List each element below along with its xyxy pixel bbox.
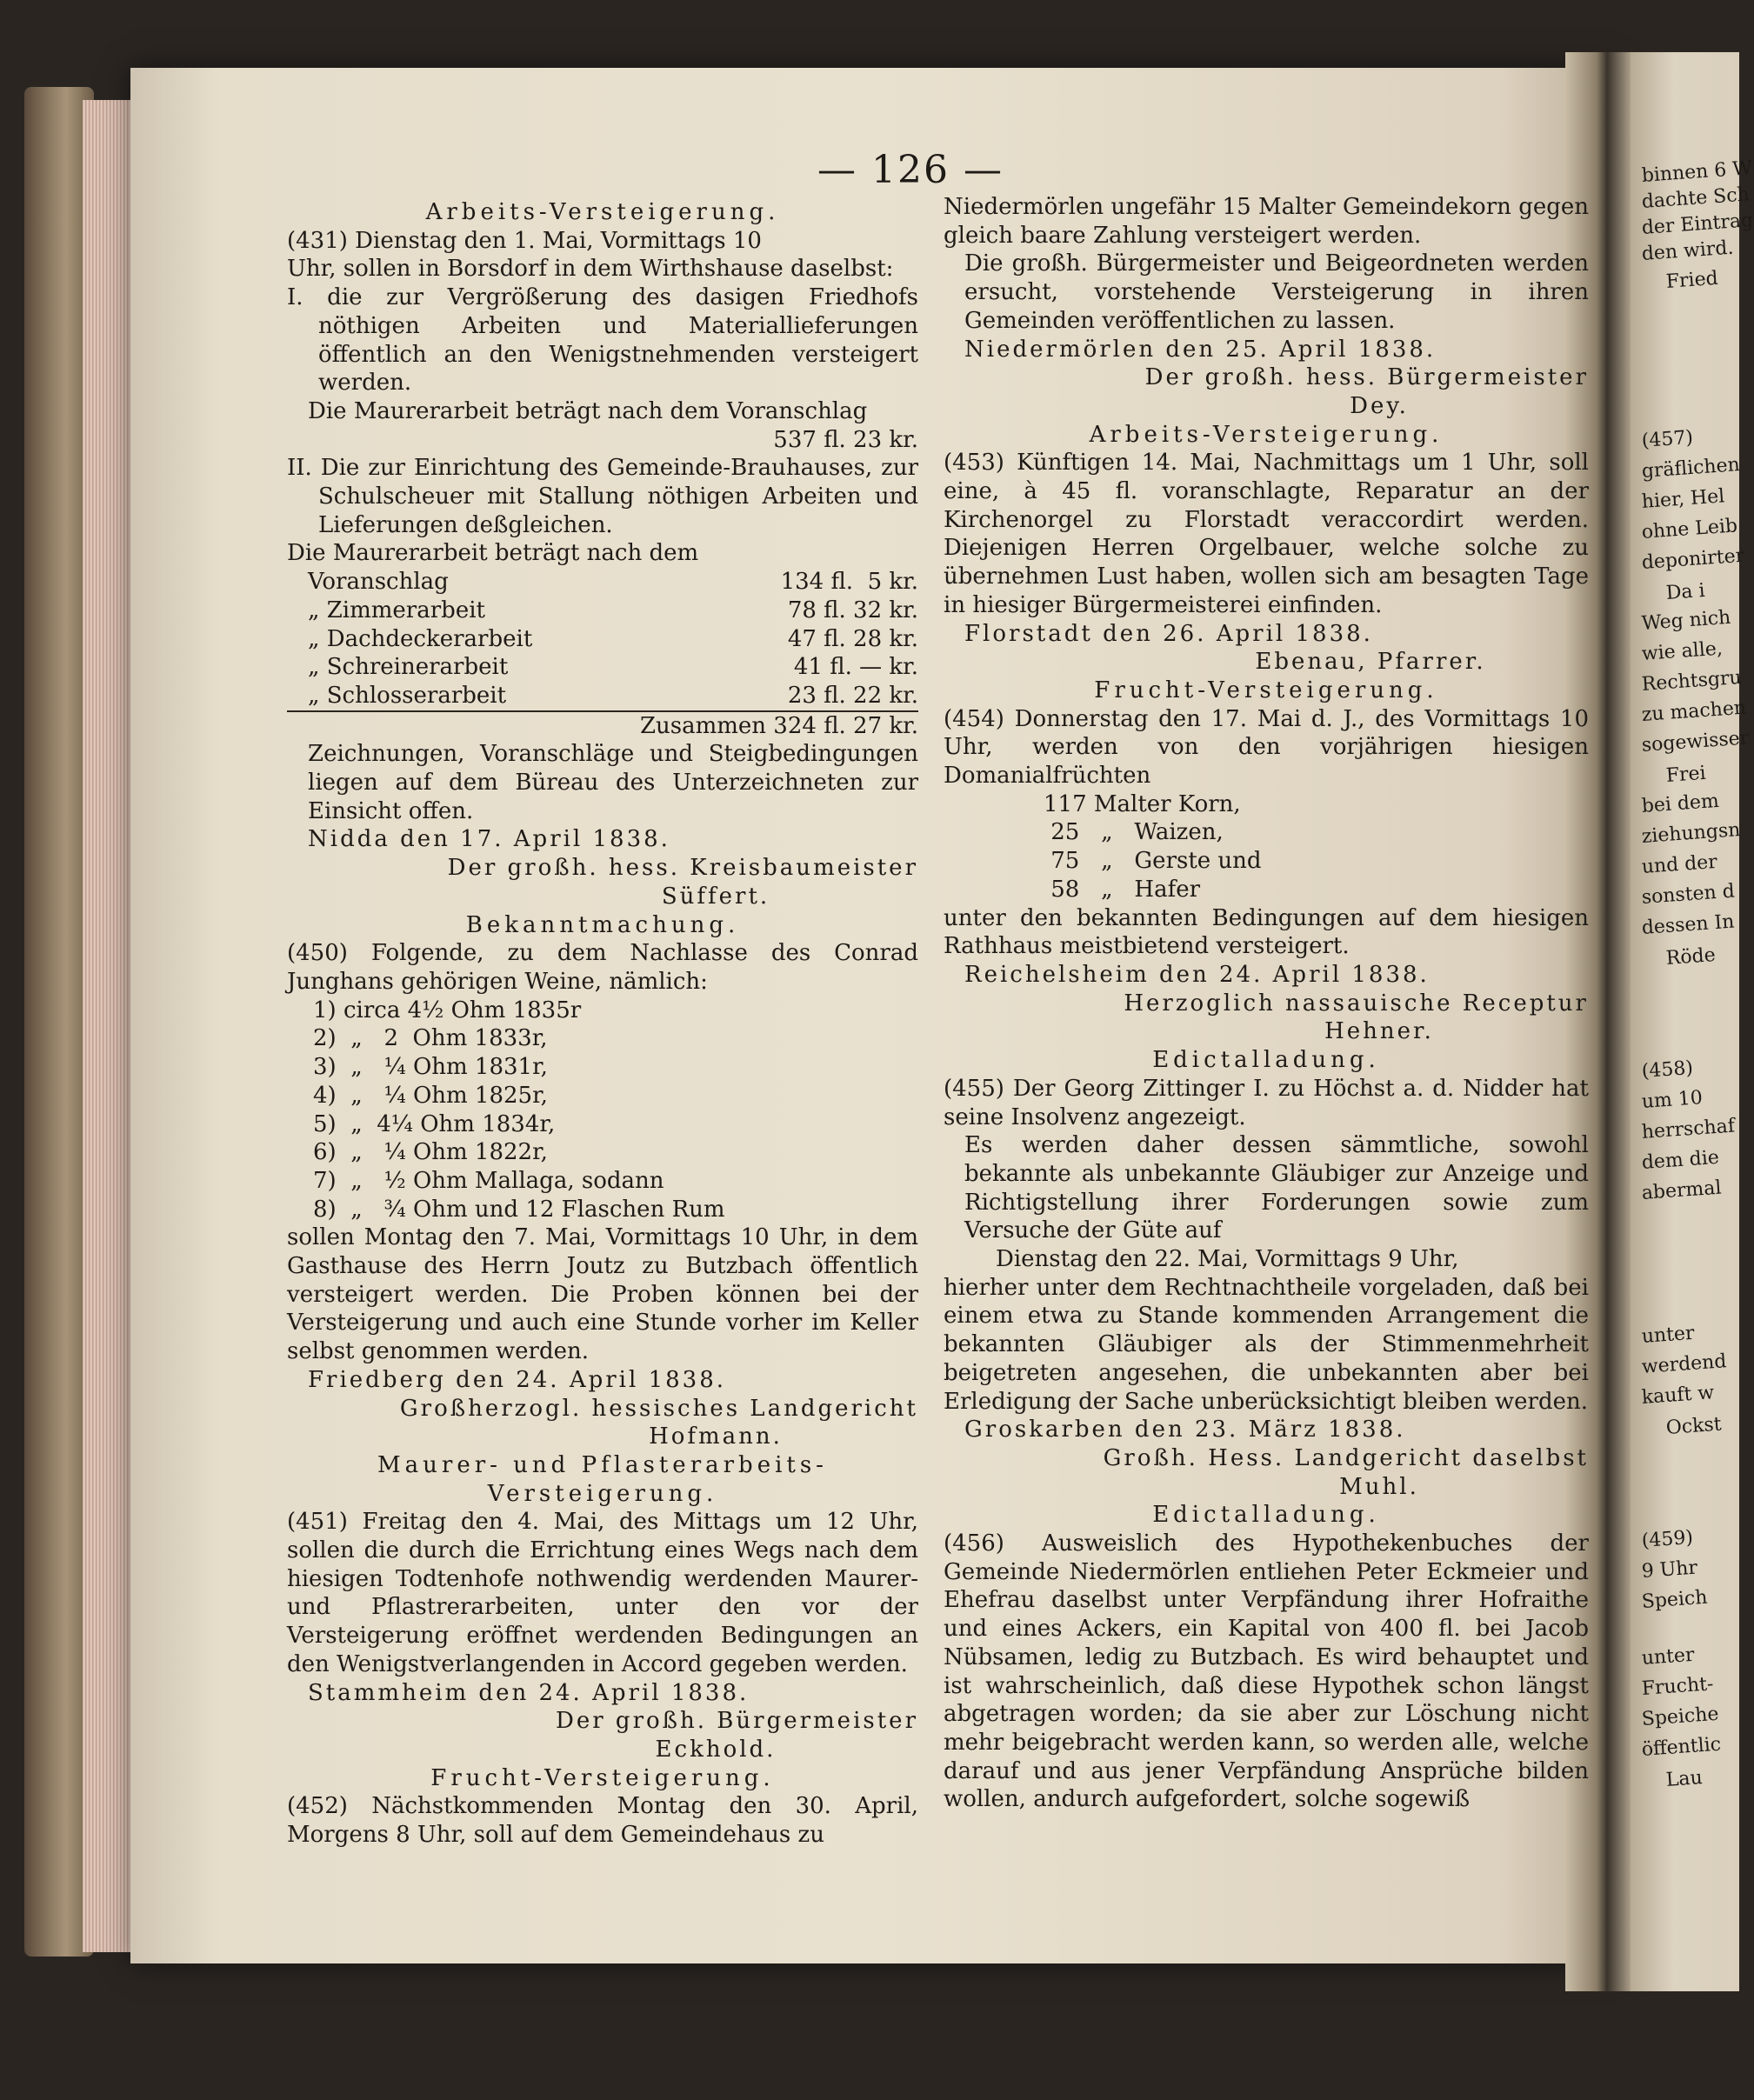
notice-452-request: Die großh. Bürgermeister und Beigeordneten werden ersucht, vorstehende Versteigerung in ihren Gemeinden veröffentlichen zu lassen.: [964, 250, 1589, 334]
next-page-line: und der: [1641, 850, 1718, 878]
cost-value: 78 fl. 32 kr.: [787, 597, 918, 623]
notice-454-body: unter den bekannten Bedingungen auf dem hiesigen Rathhaus meistbietend versteigert.: [944, 904, 1589, 960]
next-page-line: werdend: [1641, 1350, 1728, 1378]
notice-454-place-date: Reichelsheim den 24. April 1838.: [964, 961, 1430, 988]
notice-455-body: Es werden daher dessen sämmtliche, sowohl bekannte als unbekannte Gläubiger zur Anzeige und Richtigstellung ihrer Forderungen sowie zum Versuche der Güte auf: [964, 1132, 1589, 1244]
next-page-line: Da i: [1665, 579, 1706, 604]
next-page-line: dessen In: [1641, 910, 1736, 939]
notice-431-masonry: Die Maurerarbeit beträgt nach dem Voranschlag: [308, 397, 868, 424]
next-page-line: Frucht-: [1641, 1673, 1715, 1700]
next-page-line: ohne Leib: [1641, 515, 1738, 543]
next-page-line: den wird.: [1641, 237, 1735, 265]
right-column: [944, 193, 1589, 1814]
notice-431-place-date: Nidda den 17. April 1838.: [308, 826, 670, 853]
notice-455-signature-name: Muhl.: [1339, 1473, 1419, 1500]
notice-453-signature: Ebenau, Pfarrer.: [1255, 649, 1486, 676]
notice-455-place-date: Groskarben den 23. März 1838.: [964, 1417, 1406, 1443]
wine-item: 5) „ 4¼ Ohm 1834r,: [313, 1110, 556, 1137]
grain-item: 75 „ Gerste und: [1044, 848, 1262, 875]
next-page-line: Speich: [1641, 1586, 1709, 1613]
next-page-line: um 10: [1641, 1087, 1704, 1113]
next-page-line: Weg nich: [1641, 606, 1732, 635]
next-page-line: dachte Sch: [1641, 183, 1751, 213]
wine-item: 4) „ ¼ Ohm 1825r,: [313, 1082, 548, 1109]
notice-452-continued: Niedermörlen ungefähr 15 Malter Gemeindekorn gegen gleich baare Zahlung versteigert werden.: [944, 194, 1589, 249]
next-page-line: bei dem: [1641, 790, 1720, 817]
cost-total: Zusammen 324 fl. 27 kr.: [287, 710, 918, 741]
notice-452-signature-name: Dey.: [1350, 392, 1409, 419]
cost-label: „ Schreinerarbeit: [308, 654, 509, 681]
next-page-line: deponirter: [1641, 544, 1745, 574]
wine-item: 8) „ ¾ Ohm und 12 Flaschen Rum: [313, 1196, 725, 1223]
wine-item: 1) circa 4½ Ohm 1835r: [313, 997, 582, 1023]
left-column: [287, 198, 918, 1850]
notice-431-item-i: I. die zur Vergrößerung des dasigen Friedhofs nöthigen Arbeiten und Materiallieferungen öffentlich an den Wenigstnehmenden versteigert werden.: [287, 284, 918, 397]
cost-label: „ Zimmerarbeit: [308, 597, 485, 623]
next-page-line: ziehungsn: [1641, 819, 1742, 848]
grain-item: 58 „ Hafer: [1044, 876, 1201, 903]
next-page-line: gräflichen: [1641, 454, 1741, 483]
notice-431-masonry-cost: [287, 426, 918, 455]
notice-431-drawings: Zeichnungen, Voranschläge und Steigbedingungen liegen auf dem Büreau des Unterzeichneten zur Einsicht offen.: [308, 741, 918, 824]
notice-heading: Frucht-Versteigerung.: [430, 1764, 775, 1791]
next-page-line: Ockst: [1665, 1413, 1723, 1439]
notice-450-place-date: Friedberg den 24. April 1838.: [308, 1366, 727, 1393]
notice-heading: Arbeits-Versteigerung.: [1089, 421, 1444, 448]
notice-heading: Maurer- und Pflasterarbeits-Versteigerung.: [377, 1451, 828, 1507]
wine-item: 6) „ ¼ Ohm 1822r,: [313, 1139, 548, 1166]
notice-455-body-2: hierher unter dem Rechtnachtheile vorgeladen, daß bei einem etwa zu Stande kommenden Arrangement die bekannten Gläubiger als der Stimmenmehrheit beigetreten angesehen, die unbekannten aber bei Erledigung der Sache unberücksichtigt bleiben werden.: [944, 1274, 1589, 1415]
notice-450-intro: (450) Folgende, zu dem Nachlasse des Conrad Junghans gehörigen Weine, nämlich:: [287, 940, 918, 995]
next-page-line: 9 Uhr: [1641, 1557, 1698, 1583]
next-page-line: unter: [1641, 1322, 1696, 1348]
next-page-line: Frei: [1665, 762, 1707, 787]
notice-heading: Arbeits-Versteigerung.: [425, 199, 780, 225]
notice-431-signature-title: Der großh. hess. Kreisbaumeister: [447, 855, 918, 882]
cost-value: 23 fl. 22 kr.: [787, 682, 918, 709]
notice-453-body: (453) Künftigen 14. Mai, Nachmittags um 1 Uhr, soll eine, à 45 fl. voranschlagte, Reparatur an der Kirchenorgel zu Florstadt veraccordirt werden. Diejenigen Herren Orgelbauer, welche solche zu übernehmen Lust haben, wollen sich am besagten Tage in hiesiger Bürgermeisterei einfinden.: [944, 450, 1589, 618]
next-page-line: sogewisser: [1641, 727, 1751, 757]
notice-450-body: sollen Montag den 7. Mai, Vormittags 10 Uhr, in dem Gasthause des Herrn Joutz zu Butzbach öffentlich versteigert werden. Die Proben können bei der Versteigerung und auch eine Stunde vorher im Keller selbst genommen werden.: [287, 1224, 918, 1365]
notice-431-line: Uhr, sollen in Borsdorf in dem Wirthshause daselbst:: [287, 256, 894, 283]
next-page-line: wie alle,: [1641, 637, 1724, 665]
notice-454-signature-name: Hehner.: [1324, 1018, 1434, 1045]
next-page-line: Fried: [1665, 267, 1719, 293]
notice-455-intro: (455) Der Georg Zittinger I. zu Höchst a. d. Nidder hat seine Insolvenz angezeigt.: [944, 1075, 1589, 1130]
notice-450-signature-name: Hofmann.: [649, 1423, 783, 1450]
notice-454-intro: (454) Donnerstag den 17. Mai d. J., des Vormittags 10 Uhr, werden von den vorjährigen hiesigen Domanialfrüchten: [944, 705, 1589, 790]
grain-item: 25 „ Waizen,: [1044, 819, 1224, 846]
next-page-line: öffentlic: [1641, 1733, 1722, 1761]
cost-row: [287, 682, 918, 710]
notice-455-date: Dienstag den 22. Mai, Vormittags 9 Uhr,: [996, 1246, 1459, 1273]
next-page-line: Speiche: [1641, 1703, 1720, 1730]
next-page-line: der Eintrag: [1641, 210, 1754, 239]
notice-450-signature-title: Großherzogl. hessisches Landgericht: [399, 1395, 918, 1422]
notice-heading: Edictalladung.: [1152, 1502, 1380, 1529]
notice-451-signature-title: Der großh. Bürgermeister: [556, 1708, 918, 1735]
wine-item: 7) „ ½ Ohm Mallaga, sodann: [313, 1167, 664, 1194]
notice-452-signature-title: Der großh. hess. Bürgermeister: [1144, 364, 1589, 391]
notice-heading: Frucht-Versteigerung.: [1094, 677, 1438, 703]
cost-value: 537 fl. 23 kr.: [773, 426, 918, 453]
cost-row: [287, 597, 918, 625]
next-page-line: unter: [1641, 1643, 1696, 1670]
next-page-line: Rechtsgru: [1641, 666, 1743, 696]
wine-item: 2) „ 2 Ohm 1833r,: [313, 1025, 548, 1052]
cost-row: [287, 625, 918, 654]
page-number: — 126 —: [817, 148, 1004, 192]
cost-label: Voranschlag: [308, 569, 449, 596]
cost-label: „ Dachdeckerarbeit: [308, 625, 533, 652]
next-page-line: binnen 6 W: [1641, 157, 1753, 187]
next-page-line: dem die: [1641, 1146, 1720, 1174]
notice-heading: Bekanntmachung.: [465, 911, 740, 938]
next-page-line: kauft w: [1641, 1382, 1715, 1409]
next-page-line: Lau: [1665, 1767, 1704, 1791]
cost-row: [287, 568, 918, 597]
next-page-line: hier, Hel: [1641, 485, 1726, 513]
notice-451-body: (451) Freitag den 4. Mai, des Mittags um 12 Uhr, sollen die durch die Errichtung eines Wegs nach dem hiesigen Todtenhofe nothwendig werdenden Maurer- und Pflastrerarbeiten, unter den vor der Versteigerung eröffnet werdenden Bedingungen an den Wenigstverlangenden in Accord gegeben werden.: [287, 1509, 918, 1677]
grain-item: 117 Malter Korn,: [1044, 790, 1241, 817]
cost-row: [287, 653, 918, 682]
notice-431-signature-name: Süffert.: [661, 883, 770, 910]
notice-heading: Edictalladung.: [1152, 1047, 1380, 1074]
notice-451-signature-name: Eckhold.: [655, 1736, 777, 1763]
next-page-line: sonsten d: [1641, 880, 1736, 909]
next-page-line: abermal: [1641, 1177, 1723, 1204]
notice-431-item-ii: II. Die zur Einrichtung des Gemeinde-Brauhauses, zur Schulscheuer mit Stallung nöthigen Arbeiten und Lieferungen deßgleichen.: [287, 455, 918, 538]
cost-label: „ Schlosserarbeit: [308, 682, 507, 709]
next-page-line: Röde: [1665, 944, 1717, 970]
notice-454-signature-title: Herzoglich nassauische Receptur: [1124, 990, 1589, 1017]
next-page-line: zu machen: [1641, 697, 1747, 726]
next-page-fragment: [1631, 52, 1754, 1991]
notice-455-signature-title: Großh. Hess. Landgericht daselbst: [1103, 1444, 1589, 1471]
notice-453-place-date: Florstadt den 26. April 1838.: [964, 620, 1373, 647]
cost-value: 41 fl. — kr.: [793, 654, 918, 681]
notice-431-masonry-2: Die Maurerarbeit beträgt nach dem: [287, 540, 699, 567]
next-page-line: herrschaf: [1641, 1115, 1736, 1143]
notice-452-place-date: Niedermörlen den 25. April 1838.: [964, 336, 1437, 363]
next-page-line: (459): [1641, 1526, 1694, 1552]
next-page-line: (458): [1641, 1057, 1694, 1083]
next-page-line: (457): [1641, 426, 1694, 452]
wine-item: 3) „ ¼ Ohm 1831r,: [313, 1054, 548, 1081]
notice-456-body: (456) Ausweislich des Hypothekenbuches der Gemeinde Niedermörlen entliehen Peter Eckmeier und Ehefrau daselbst unter Verpfändung ihrer Hofraithe und eines Ackers, ein Kapital von 400 fl. bei Jacob Nübsamen, ledig zu Butzbach. Es wird behauptet und ist wahrscheinlich, daß diese Hypothek schon längst abgetragen worden; da sie aber zur Löschung nicht mehr beigebracht werden kann, so werden alle, welche darauf und aus jener Verpfändung Ansprüche bilden wollen, andurch aufgefordert, solche sogewiß: [944, 1530, 1589, 1813]
cost-value: 134 fl. 5 kr.: [780, 569, 918, 596]
cost-value: 47 fl. 28 kr.: [787, 625, 918, 652]
notice-452-body: (452) Nächstkommenden Montag den 30. April, Morgens 8 Uhr, soll auf dem Gemeindehaus zu: [287, 1793, 918, 1849]
notice-431-line: (431) Dienstag den 1. Mai, Vormittags 10: [287, 227, 762, 254]
notice-451-place-date: Stammheim den 24. April 1838.: [308, 1679, 750, 1706]
